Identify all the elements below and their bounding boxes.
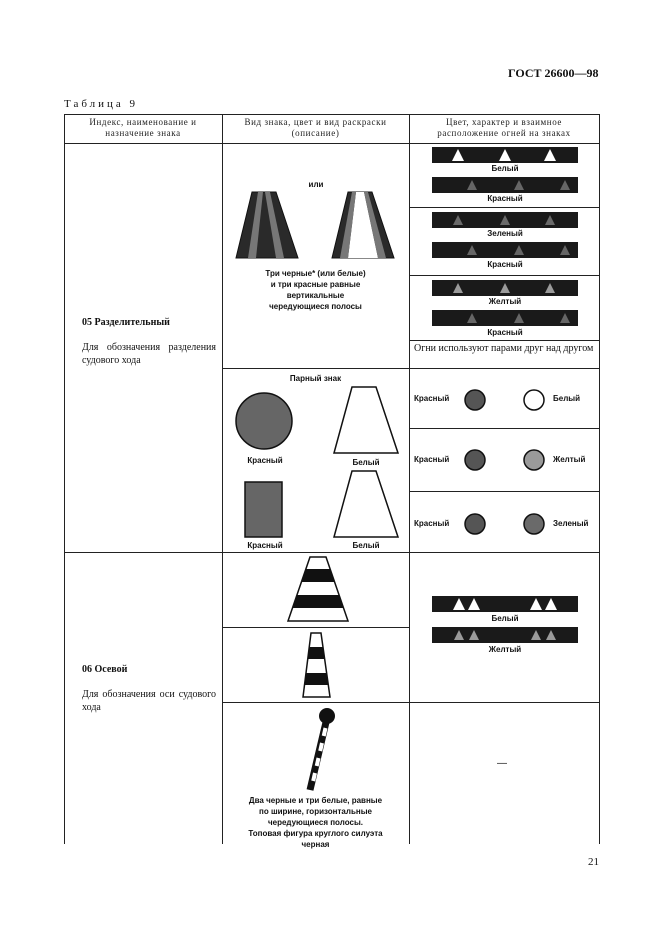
triangle-light [453, 215, 463, 225]
triangle-light [514, 180, 524, 190]
pair-light-label: Белый [553, 394, 581, 403]
light-strip-green [432, 212, 578, 228]
standard-header: ГОСТ 26600—98 [508, 66, 599, 80]
triangle-light [500, 283, 510, 293]
column-header-lights: Цвет, характер и взаимное расположение огней на знаках [437, 117, 571, 138]
pole-stripe-white [313, 773, 315, 781]
triangle-light [453, 598, 465, 610]
pair-light-label: Зеленый [553, 519, 589, 528]
triangle-light [514, 245, 524, 255]
sign05-or-label: или [308, 180, 324, 189]
triangle-light [560, 313, 570, 323]
light-circle-white [523, 389, 545, 411]
light-label: Желтый [488, 297, 522, 306]
no-lights-dash: — [497, 758, 507, 769]
sign05-purpose: Для обозначения разделения судового хода [82, 342, 216, 366]
sign06-topmark-pole [296, 706, 342, 792]
pair-light-label: Красный [414, 455, 450, 464]
light-strip-red [432, 242, 578, 258]
red-rectangle-shape [244, 481, 284, 539]
white-trapezoid-shape [330, 386, 402, 456]
white-trapezoid-shape [330, 470, 402, 540]
triangle-light [452, 149, 464, 161]
pair-light-label: Красный [414, 394, 450, 403]
triangle-light [545, 598, 557, 610]
sign06-striped-cone [286, 557, 352, 623]
triangle-light [545, 283, 555, 293]
shape-label: Белый [352, 458, 380, 467]
triangle-light [467, 245, 477, 255]
shape-label: Белый [352, 541, 380, 550]
triangle-light [545, 215, 555, 225]
shape-label: Красный [247, 541, 283, 550]
light-circle-red [464, 449, 486, 471]
light-label: Красный [487, 328, 523, 337]
light-label: Белый [491, 164, 519, 173]
light-strip-red [432, 177, 578, 193]
light-strip-red [432, 310, 578, 326]
topmark-ball [319, 708, 335, 724]
sign05-lights-note: Огни используют парами друг над другом [414, 343, 594, 354]
triangle-light [530, 598, 542, 610]
column-header-index: Индекс, наименование и назначение знака [89, 117, 197, 138]
light-strip-yellow [432, 627, 578, 643]
sign06-title: 06 Осевой [82, 664, 128, 675]
pole-stripe-white [317, 758, 319, 766]
pair-light-label: Желтый [553, 455, 586, 464]
page-number: 21 [588, 856, 599, 868]
pole-stripe-white [320, 743, 322, 751]
light-label: Желтый [488, 645, 522, 654]
triangle-light [544, 149, 556, 161]
table-caption: Таблица 9 [64, 98, 139, 110]
triangle-light [500, 215, 510, 225]
triangle-light [531, 630, 541, 640]
triangle-light [453, 283, 463, 293]
sign05-trapezoid-white [330, 192, 400, 260]
light-circle-red [464, 389, 486, 411]
pole-stripe-white [324, 728, 326, 736]
triangle-light [468, 598, 480, 610]
light-strip-yellow [432, 280, 578, 296]
sign05-title: 05 Разделительный [82, 317, 170, 328]
sign05-trapezoid-black [234, 192, 304, 260]
triangle-light [467, 313, 477, 323]
sign06-description: Два черные и три белые, равные по ширине, горизонтальные чередующиеся полосы. Топовая фигура круглого силуэта черная [248, 796, 383, 849]
light-strip-white [432, 147, 578, 163]
sign05-description: Три черные* (или белые) и три красные равные вертикальные чередующиеся полосы [265, 269, 366, 311]
triangle-light [546, 630, 556, 640]
light-label: Красный [487, 260, 523, 269]
triangle-light [454, 630, 464, 640]
column-header-appearance: Вид знака, цвет и вид раскраски (описание) [244, 117, 387, 138]
post-band-black [300, 647, 334, 659]
shape-label: Красный [247, 456, 283, 465]
triangle-light [499, 149, 511, 161]
sign06-purpose: Для обозначения оси судового хода [82, 689, 216, 713]
pair-sign-title: Парный знак [289, 374, 342, 383]
light-label: Белый [491, 614, 519, 623]
red-circle-shape [235, 392, 295, 452]
light-circle-red [464, 513, 486, 535]
sign06-striped-post [300, 633, 334, 699]
triangle-light [467, 180, 477, 190]
pair-light-label: Красный [414, 519, 450, 528]
light-label: Зеленый [487, 229, 523, 238]
light-circle-yellow [523, 449, 545, 471]
triangle-light [514, 313, 524, 323]
cone-band-black [286, 569, 352, 582]
light-strip-white [432, 596, 578, 612]
light-label: Красный [487, 194, 523, 203]
triangle-light [469, 630, 479, 640]
light-circle-green [523, 513, 545, 535]
triangle-light [560, 245, 570, 255]
triangle-light [560, 180, 570, 190]
